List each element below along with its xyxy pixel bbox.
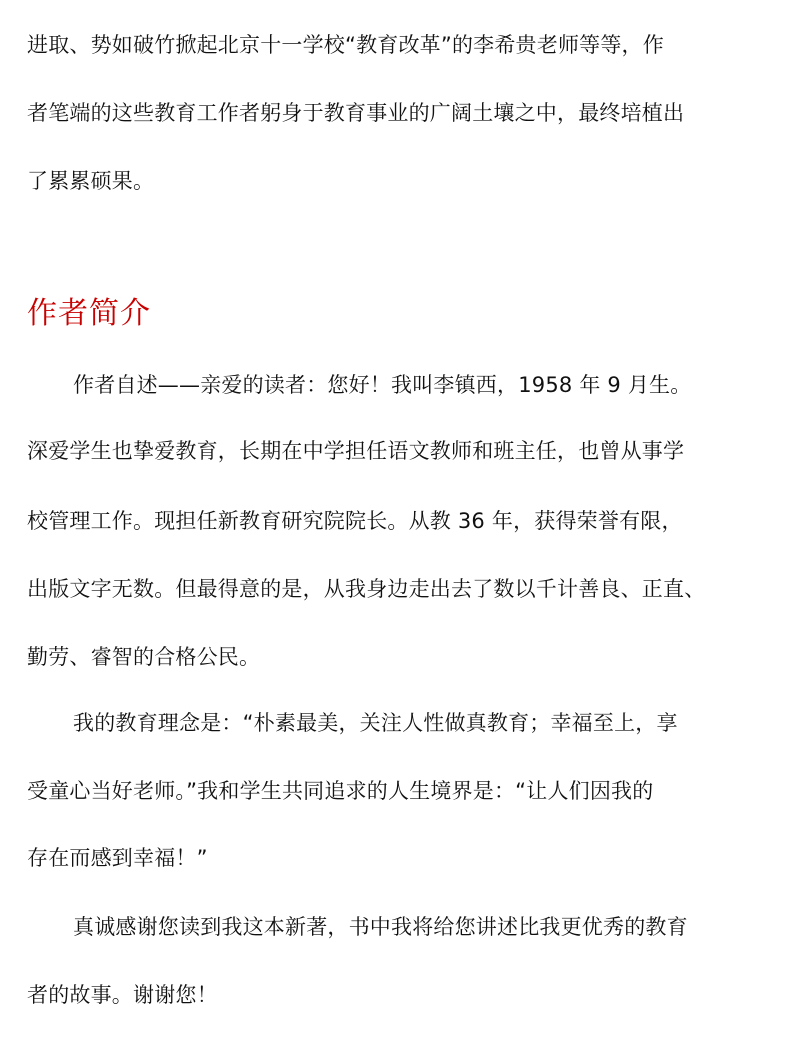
author-section-heading: 作者简介: [27, 296, 151, 331]
author-paragraph-1-line-1: 作者自述——亲爱的读者：您好！我叫李镇西，1958 年 9 月生。: [73, 373, 692, 397]
intro-line-3: 了累累硕果。: [27, 169, 155, 193]
author-paragraph-3-line-2: 者的故事。谢谢您！: [27, 983, 218, 1007]
author-paragraph-2-line-3: 存在而感到幸福！”: [27, 846, 208, 870]
author-paragraph-1-line-4: 出版文字无数。但最得意的是，从我身边走出去了数以千计善良、正直、: [27, 577, 706, 601]
author-paragraph-2-line-1: 我的教育理念是：“朴素最美，关注人性做真教育；幸福至上，享: [73, 711, 678, 735]
author-paragraph-1-line-3: 校管理工作。现担任新教育研究院院长。从教 36 年，获得荣誉有限，: [27, 509, 683, 533]
intro-line-1: 进取、势如破竹掀起北京十一学校“教育改革”的李希贵老师等等，作: [27, 33, 664, 57]
author-paragraph-1-line-5: 勤劳、睿智的合格公民。: [27, 645, 261, 669]
author-paragraph-1-line-2: 深爱学生也挚爱教育，长期在中学担任语文教师和班主任，也曾从事学: [27, 439, 685, 463]
author-paragraph-2-line-2: 受童心当好老师。”我和学生共同追求的人生境界是：“让人们因我的: [27, 779, 654, 803]
author-paragraph-3-line-1: 真诚感谢您读到我这本新著，书中我将给您讲述比我更优秀的教育: [73, 915, 688, 939]
intro-line-2: 者笔端的这些教育工作者躬身于教育事业的广阔土壤之中，最终培植出: [27, 101, 685, 125]
